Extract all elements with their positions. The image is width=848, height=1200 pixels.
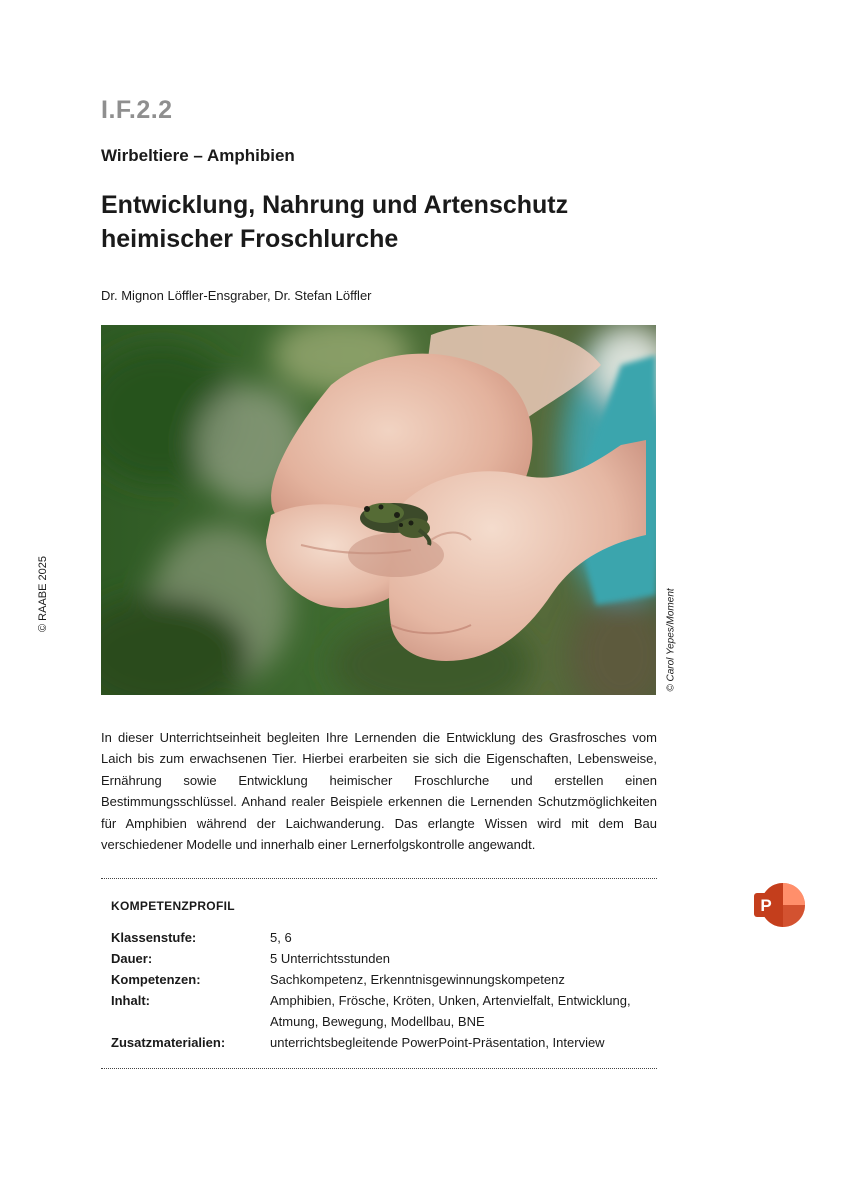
divider-bottom xyxy=(101,1068,657,1069)
profile-label: Klassenstufe: xyxy=(111,930,197,945)
competence-profile-heading: KOMPETENZPROFIL xyxy=(111,899,235,913)
powerpoint-letter: P xyxy=(760,896,772,915)
page-title-line-1: Entwicklung, Nahrung und Artenschutz xyxy=(101,191,569,219)
profile-value: Sachkompetenz, Erkenntnisgewinnungskompetenz xyxy=(270,972,565,987)
profile-value: 5, 6 xyxy=(270,930,292,945)
table-row xyxy=(111,948,651,969)
profile-value: Amphibien, Frösche, Kröten, Unken, Artenvielfalt, Entwicklung, Atmung, Bewegung, Modellbau, BNE xyxy=(270,993,631,1029)
profile-label: Inhalt: xyxy=(111,993,150,1008)
photo-credit: © Carol Yepes/Moment xyxy=(665,588,677,692)
frog-in-hands-photo xyxy=(101,325,656,695)
table-row xyxy=(111,969,651,990)
profile-value: unterrichtsbegleitende PowerPoint-Präsentation, Interview xyxy=(270,1035,605,1050)
profile-label: Zusatzmaterialien: xyxy=(111,1035,226,1050)
table-row xyxy=(111,1032,651,1053)
intro-paragraph: In dieser Unterrichtseinheit begleiten Ihre Lernenden die Entwicklung des Grasfrosches vom Laich bis zum erwachsenen Tier. Hierbei erarbeiten sie sich die Eigenschaften, Lebensweise, Ernährung sowie Entwicklung heimischer Froschlurche und erstellen einen Bestimmungsschlüssel. Anhand realer Beispiele erkennen die Lernenden Schutzmöglichkeiten für Amphibien während der Laichwanderung. Das erlangte Wissen wird mit dem Bau verschiedener Modelle und innerhalb einer Lernerfolgskontrolle angewandt. xyxy=(101,730,657,853)
table-row xyxy=(111,927,651,948)
section-code: I.F.2.2 xyxy=(101,96,173,124)
powerpoint-icon[interactable] xyxy=(753,882,805,928)
table-row xyxy=(111,990,651,1032)
section-subtitle: Wirbeltiere – Amphibien xyxy=(101,146,295,165)
profile-value: 5 Unterrichtsstunden xyxy=(270,951,390,966)
profile-label: Kompetenzen: xyxy=(111,972,201,987)
page-title-line-2: heimischer Froschlurche xyxy=(101,225,399,253)
profile-label: Dauer: xyxy=(111,951,153,966)
divider-top xyxy=(101,878,657,879)
side-copyright: © RAABE 2025 xyxy=(37,556,49,632)
competence-profile-table xyxy=(111,927,651,1053)
page-title xyxy=(101,188,661,256)
authors: Dr. Mignon Löffler-Ensgraber, Dr. Stefan Löffler xyxy=(101,288,372,303)
